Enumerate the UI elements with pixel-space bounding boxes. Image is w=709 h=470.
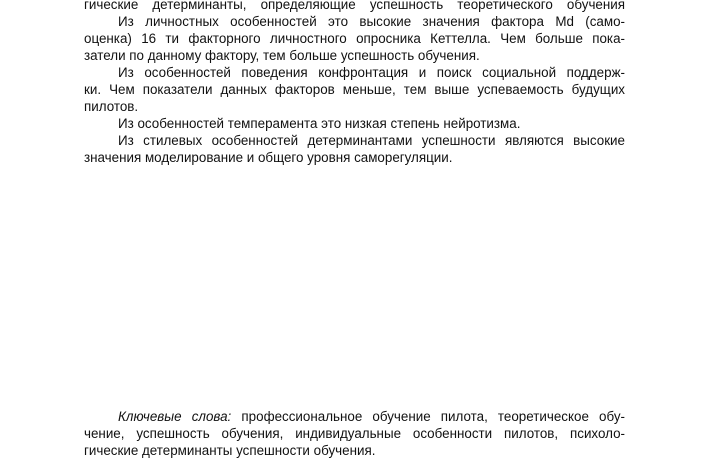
text-line: ки. Чем показатели данных факторов меньше, тем выше успеваемость будущих: [84, 82, 625, 97]
text-line: Из особенностей темперамента это низкая степень нейротизма.: [118, 116, 521, 131]
text-line: Из личностных особенностей это высокие значения фактора Md (само-: [118, 14, 625, 29]
text-line: Из особенностей поведения конфронтация и поиск социальной поддерж-: [118, 65, 625, 80]
keywords-label: Ключевые слова:: [118, 409, 232, 424]
keywords-line: [84, 408, 625, 425]
text-line: оценка) 16 ти факторного личностного опросника Кеттелла. Чем больше пока-: [84, 31, 625, 46]
keywords-text: профессиональное обучение пилота, теоретическое обу-: [241, 409, 625, 424]
text-line: Из стилевых особенностей детерминантами успешности являются высокие: [118, 133, 625, 148]
text-line: пилотов.: [84, 99, 139, 114]
text-line: значения моделирование и общего уровня саморегуляции.: [84, 150, 453, 165]
text-line: гические детерминанты, определяющие успешность теоретического обучения: [84, 0, 625, 12]
keywords-line: гические детерминанты успешности обучения.: [84, 443, 376, 458]
document-page: [84, 0, 625, 470]
keywords-line: чение, успешность обучения, индивидуальные особенности пилотов, психоло-: [84, 426, 625, 441]
text-line: затели по данному фактору, тем больше успешность обучения.: [84, 48, 480, 63]
